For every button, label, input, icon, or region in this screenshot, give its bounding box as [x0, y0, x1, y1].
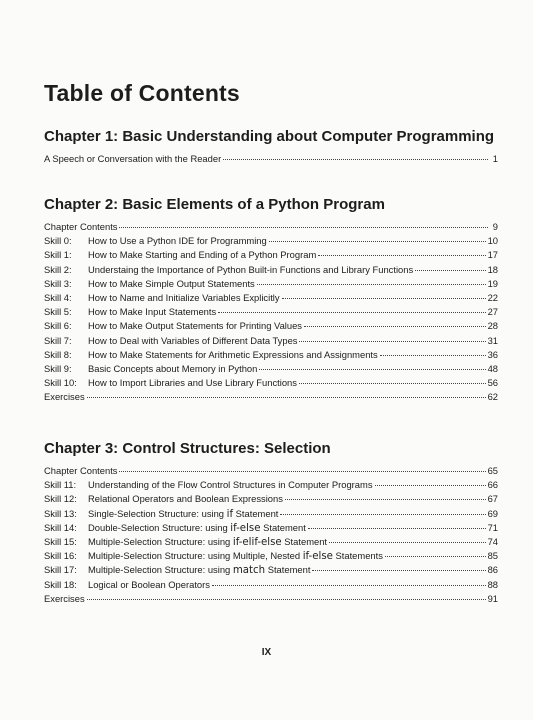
toc-entry	[44, 362, 498, 376]
toc-entry	[44, 234, 498, 248]
entry-page-number: 66	[487, 479, 498, 491]
entry-page-number: 48	[487, 362, 498, 374]
entry-title	[88, 563, 310, 578]
entry-title	[44, 464, 117, 478]
entry-text: How to Deal with Variables of Different Data Types	[88, 334, 298, 346]
entry-text: A Speech or Conversation with the Reader	[44, 153, 222, 164]
entry-text: Chapter Contents	[44, 465, 118, 476]
entry-page-number: 22	[487, 291, 498, 303]
toc-entry	[44, 578, 498, 592]
dot-leader	[257, 284, 486, 285]
entry-text: How to Make Simple Output Statements	[88, 277, 255, 289]
entry-text: Multiple-Selection Structure: using Multiple, Nested	[88, 550, 303, 562]
entry-title	[44, 592, 85, 606]
chapter-2-section	[44, 195, 498, 404]
dot-leader	[280, 514, 485, 515]
entry-text-after: Statement	[233, 507, 279, 519]
entry-page-number: 69	[487, 507, 498, 519]
chapter-title: Chapter 2: Basic Elements of a Python Program	[44, 196, 385, 213]
entry-page-number: 18	[487, 263, 498, 275]
entry-label: Skill 7:	[44, 334, 72, 346]
dot-leader	[285, 499, 486, 500]
dot-leader	[415, 270, 485, 271]
entry-title	[88, 521, 306, 536]
toc-entry	[44, 277, 498, 291]
entry-title	[88, 263, 413, 277]
entry-title	[88, 348, 378, 362]
dot-leader	[312, 570, 485, 571]
entry-title	[88, 362, 257, 376]
entry-label: Skill 15:	[44, 535, 77, 547]
toc-entry	[44, 348, 498, 362]
toc-entry	[44, 478, 498, 492]
toc-entry	[44, 248, 498, 262]
entry-code-keyword: match	[232, 565, 266, 577]
entry-page-number: 86	[487, 564, 498, 576]
entry-label: Skill 16:	[44, 550, 77, 562]
entry-text: How to Import Libraries and Use Library Functions	[88, 377, 297, 389]
entry-label: Skill 2:	[44, 263, 72, 275]
dot-leader	[119, 471, 485, 472]
entry-label: Skill 3:	[44, 277, 72, 289]
dot-leader	[87, 397, 486, 398]
entry-label: Skill 5:	[44, 306, 72, 318]
dot-leader	[212, 585, 486, 586]
entry-label: Skill 10:	[44, 377, 77, 389]
entry-code-keyword: if-else	[230, 522, 261, 534]
entry-page-number: 65	[487, 465, 498, 476]
entry-text: How to Make Output Statements for Printing Values	[88, 320, 302, 332]
entry-text: Understanding of the Flow Control Structures in Computer Programs	[88, 479, 373, 491]
entry-text: Double-Selection Structure: using	[88, 521, 231, 533]
chapter-3-section	[44, 439, 498, 606]
entry-page-number: 62	[487, 391, 498, 403]
dot-leader	[269, 241, 486, 242]
entry-label: Skill 8:	[44, 348, 72, 360]
entry-page-number: 27	[487, 306, 498, 318]
entry-label: Skill 6:	[44, 320, 72, 332]
entry-text: How to Make Input Statements	[88, 306, 217, 318]
entry-page-number: 10	[487, 235, 498, 247]
entry-title	[88, 319, 302, 333]
entry-page-number: 19	[487, 277, 498, 289]
entry-text: Single-Selection Structure: using	[88, 507, 227, 519]
entry-label: Skill 4:	[44, 291, 72, 303]
toc-entry	[44, 507, 498, 521]
entry-text: Basic Concepts about Memory in Python	[88, 362, 258, 374]
entry-title	[88, 334, 297, 348]
entry-page-number: 31	[487, 334, 498, 346]
dot-leader	[304, 326, 486, 327]
page-number: IX	[261, 647, 272, 658]
dot-leader	[375, 485, 486, 486]
entry-title	[88, 376, 297, 390]
entry-label: Skill 11:	[44, 479, 77, 491]
entry-title	[88, 507, 278, 522]
entry-label: Skill 14:	[44, 521, 77, 533]
entry-title	[88, 277, 255, 291]
toc-entry	[44, 464, 498, 478]
entry-text: Multiple-Selection Structure: using	[88, 535, 233, 547]
entry-label: Skill 18:	[44, 578, 77, 590]
toc-entry	[44, 334, 498, 348]
entry-text: How to Name and Initialize Variables Explicitly	[88, 291, 280, 303]
entry-title	[88, 305, 216, 319]
toc-entry	[44, 592, 498, 606]
entry-label: Skill 13:	[44, 507, 77, 519]
entry-title	[88, 234, 267, 248]
entry-text: How to Make Starting and Ending of a Python Program	[88, 249, 317, 261]
entry-page-number: 1	[492, 153, 498, 164]
entry-page-number: 28	[487, 320, 498, 332]
entry-text: Exercises	[44, 391, 85, 403]
entry-text: How to Use a Python IDE for Programming	[88, 235, 267, 247]
entry-page-number: 17	[487, 249, 498, 261]
entry-text: Understaing the Importance of Python Built-in Functions and Library Functions	[88, 263, 414, 275]
entry-label: Skill 9:	[44, 362, 72, 374]
entry-label: Skill 0:	[44, 235, 72, 247]
entry-label: Skill 12:	[44, 493, 77, 505]
entry-text-after: Statement	[281, 535, 328, 547]
entry-code-keyword: if	[226, 508, 234, 520]
dot-leader	[329, 542, 486, 543]
entry-page-number: 36	[487, 348, 498, 360]
entry-text-after: Statement	[265, 564, 311, 576]
toc-entry	[44, 291, 498, 305]
entry-text-after: Statement	[260, 521, 306, 533]
entry-text: How to Make Statements for Arithmetic Expressions and Assignments	[88, 348, 378, 360]
entry-text: Multiple-Selection Structure: using	[88, 564, 233, 576]
dot-leader	[87, 599, 486, 600]
chapter-1-section	[44, 127, 498, 166]
chapter-title: Chapter 3: Control Structures: Selection	[44, 440, 331, 457]
toc-entry	[44, 152, 498, 166]
entry-title	[88, 291, 280, 305]
toc-entry	[44, 390, 498, 404]
toc-entry	[44, 220, 498, 234]
entry-page-number: 91	[487, 592, 498, 604]
toc-entry	[44, 263, 498, 277]
entry-title	[88, 492, 283, 506]
entry-title	[44, 390, 85, 404]
page-title: Table of Contents	[44, 80, 240, 106]
entry-page-number: 85	[487, 550, 498, 562]
entry-code-keyword: if-elif-else	[232, 536, 282, 548]
toc-entry	[44, 492, 498, 506]
toc-entry	[44, 563, 498, 577]
entry-label: Skill 17:	[44, 564, 77, 576]
entry-page-number: 71	[487, 521, 498, 533]
entry-text-after: Statements	[332, 550, 383, 562]
entry-page-number: 9	[492, 221, 498, 232]
dot-leader	[259, 369, 485, 370]
entry-title	[88, 549, 383, 564]
chapter-title: Chapter 1: Basic Understanding about Computer Programming	[44, 128, 495, 145]
entry-text: Relational Operators and Boolean Expressions	[88, 493, 283, 505]
entry-title	[44, 220, 117, 234]
toc-entry	[44, 376, 498, 390]
entry-page-number: 67	[487, 493, 498, 505]
dot-leader	[299, 383, 486, 384]
entry-code-keyword: if-else	[302, 551, 333, 563]
entry-title	[88, 578, 210, 592]
entry-page-number: 88	[487, 578, 498, 590]
dot-leader	[318, 255, 485, 256]
toc-entry	[44, 535, 498, 549]
toc-entry	[44, 319, 498, 333]
dot-leader	[223, 159, 488, 160]
entry-text: Chapter Contents	[44, 221, 118, 232]
dot-leader	[308, 528, 486, 529]
entry-title	[88, 248, 316, 262]
entry-title	[88, 535, 327, 550]
dot-leader	[218, 312, 485, 313]
toc-entry	[44, 549, 498, 563]
entry-label: Skill 1:	[44, 249, 72, 261]
entry-text: Exercises	[44, 592, 85, 604]
entry-text: Logical or Boolean Operators	[88, 578, 210, 590]
entry-title	[88, 478, 373, 492]
dot-leader	[119, 227, 488, 228]
entry-title	[44, 152, 221, 166]
entry-page-number: 56	[487, 377, 498, 389]
dot-leader	[282, 298, 486, 299]
toc-entry	[44, 521, 498, 535]
toc-entry	[44, 305, 498, 319]
entry-page-number: 74	[487, 535, 498, 547]
dot-leader	[380, 355, 486, 356]
dot-leader	[299, 341, 485, 342]
dot-leader	[385, 556, 486, 557]
